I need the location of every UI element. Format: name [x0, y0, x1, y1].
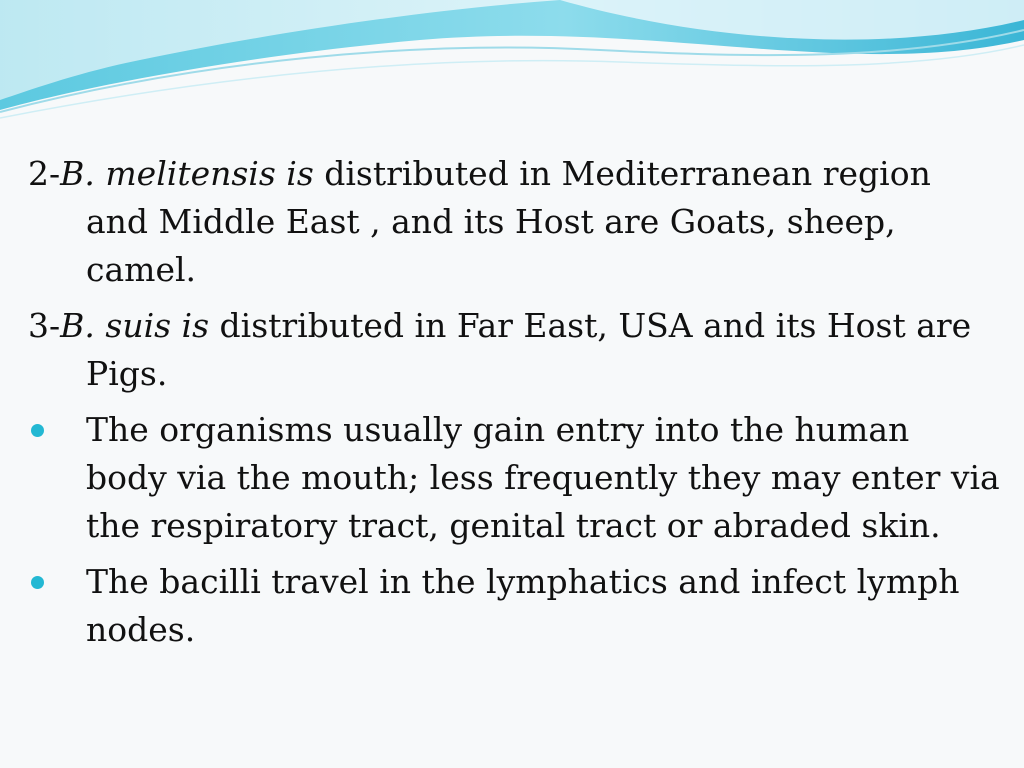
bullet-item — [0, 406, 1000, 550]
slide-body — [0, 150, 1000, 662]
bullet-dot-icon — [31, 576, 44, 589]
paragraph-prefix: 3- — [28, 306, 61, 345]
paragraph-b-suis — [0, 302, 1000, 398]
paragraph-italic: B. suis is — [60, 306, 210, 345]
paragraph-italic: B. melitensis is — [60, 154, 314, 193]
bullet-text: The bacilli travel in the lymphatics and infect lymph nodes. — [86, 562, 960, 649]
paragraph-prefix: 2- — [28, 154, 61, 193]
bullet-item — [0, 558, 1000, 654]
paragraph-text: distributed in Mediterranean region and Middle East , and its Host are Goats, sheep, camel. — [86, 154, 931, 289]
paragraph-b-melitensis — [0, 150, 1000, 294]
bullet-dot-icon — [31, 424, 44, 437]
bullet-text: The organisms usually gain entry into the human body via the mouth; less frequently they may enter via the respiratory tract, genital tract or abraded skin. — [86, 410, 1000, 545]
header-wave-decoration — [0, 0, 1024, 130]
paragraph-text: distributed in Far East, USA and its Host are Pigs. — [86, 306, 972, 393]
